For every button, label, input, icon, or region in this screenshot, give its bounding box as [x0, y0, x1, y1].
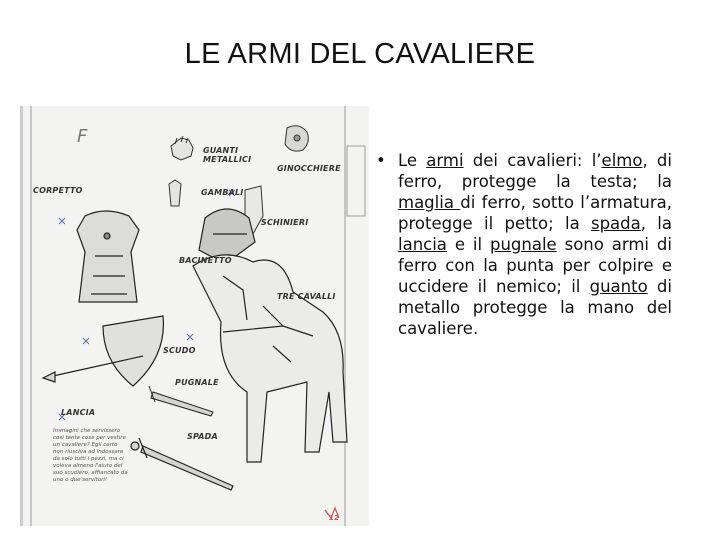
label-ginocchiere: GINOCCHIERE — [277, 164, 341, 173]
bullet-paragraph — [378, 150, 672, 339]
page-letter: F — [77, 126, 88, 147]
armor-illustration — [20, 106, 369, 526]
label-gambali: GAMBALI — [201, 188, 244, 197]
underlined-term: maglia — [398, 193, 461, 212]
underlined-term: elmo — [601, 151, 643, 170]
bullet-item — [378, 150, 672, 339]
label-guanti: GUANTI METALLICI — [203, 146, 252, 164]
text-segment: di metallo protegge la mano del cavaliere. — [398, 277, 672, 338]
breastplate-drawing — [77, 211, 139, 302]
text-segment: , la — [640, 214, 673, 233]
label-scudo: SCUDO — [163, 346, 196, 355]
knee-guard-drawing — [285, 126, 308, 151]
dagger-drawing — [149, 386, 213, 416]
text-segment: sono armi di ferro con la punta per colpire e uccidere il nemico; il — [398, 235, 672, 296]
text-segment: e il — [446, 235, 490, 254]
slide-title: LE ARMI DEL CAVALIERE — [184, 38, 536, 70]
underlined-term: spada — [590, 214, 641, 233]
bullet-marker: • — [376, 151, 386, 170]
greaves-drawing — [169, 180, 181, 206]
label-tre-cavalli: TRE CAVALLI — [277, 292, 336, 301]
side-tab — [347, 146, 365, 216]
scan-note: Immagini che servissero così tante cose per vestire un cavaliere? Egli certo non riusciva ad indossare da solo tutti i pezzi, ma ci voleva almeno l'aiuto del suo scudiero, affiancato da uno o due servitori! — [53, 428, 128, 483]
text-segment: di ferro, sotto l’armatura, protegge il petto; la — [398, 193, 672, 233]
text-segment: dei cavalieri: l’ — [463, 151, 602, 170]
shield-drawing — [103, 316, 163, 386]
underlined-term: guanto — [589, 277, 648, 296]
label-corpetto: CORPETTO — [33, 186, 83, 195]
gauntlet-drawing — [171, 136, 193, 160]
text-segment: Le — [398, 151, 427, 170]
label-schinieri: SCHINIERI — [261, 218, 309, 227]
underlined-term: lancia — [398, 235, 447, 254]
page-number: 12 — [329, 514, 340, 522]
horse-drawing — [193, 255, 347, 462]
label-pugnale: PUGNALE — [175, 378, 219, 387]
text-segment: , di ferro, protegge la testa; la — [398, 151, 672, 191]
underlined-term: pugnale — [489, 235, 557, 254]
label-bacinetto: BACINETTO — [179, 256, 232, 265]
underlined-term: armi — [426, 151, 464, 170]
label-lancia: LANCIA — [61, 408, 96, 417]
label-spada: SPADA — [187, 432, 218, 441]
sword-drawing — [131, 438, 233, 490]
